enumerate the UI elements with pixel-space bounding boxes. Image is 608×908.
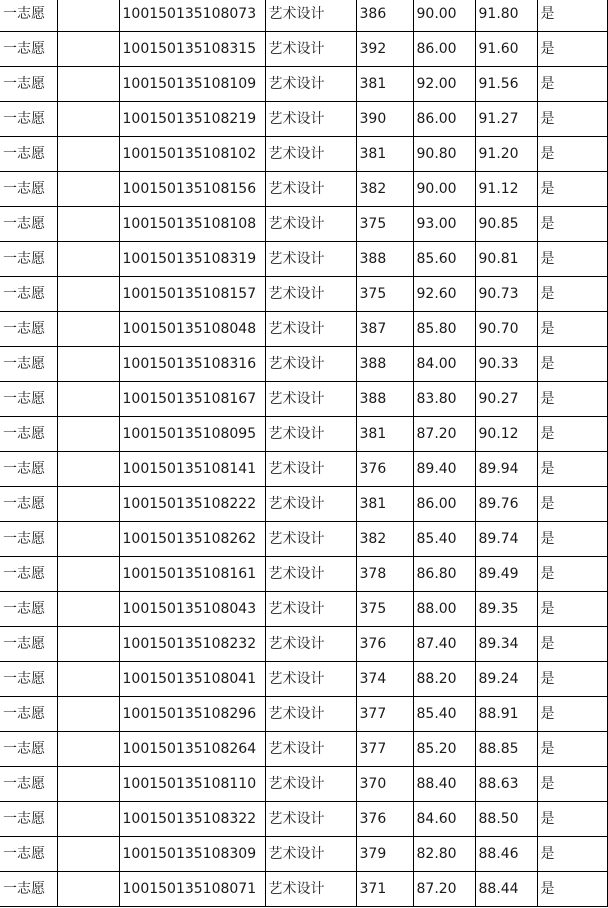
admitted-cell: 是 (537, 417, 607, 452)
blank-cell (57, 32, 119, 67)
initial-score-cell: 375 (356, 277, 413, 312)
table-row (0, 522, 607, 557)
table-row (0, 802, 607, 837)
exam-id-cell: 100150135108232 (119, 627, 265, 662)
admitted-cell: 是 (537, 347, 607, 382)
blank-cell (57, 137, 119, 172)
retest-score-cell: 84.60 (413, 802, 475, 837)
blank-cell (57, 102, 119, 137)
admitted-cell: 是 (537, 767, 607, 802)
wish-cell: 一志愿 (0, 557, 57, 592)
blank-cell (57, 242, 119, 277)
initial-score-cell: 388 (356, 382, 413, 417)
table-row (0, 207, 607, 242)
wish-cell: 一志愿 (0, 592, 57, 627)
admitted-cell: 是 (537, 137, 607, 172)
blank-cell (57, 312, 119, 347)
wish-cell: 一志愿 (0, 487, 57, 522)
blank-cell (57, 277, 119, 312)
admitted-cell: 是 (537, 487, 607, 522)
blank-cell (57, 802, 119, 837)
initial-score-cell: 376 (356, 627, 413, 662)
blank-cell (57, 872, 119, 907)
admitted-cell: 是 (537, 557, 607, 592)
exam-id-cell: 100150135108043 (119, 592, 265, 627)
total-score-cell: 88.63 (475, 767, 537, 802)
initial-score-cell: 388 (356, 347, 413, 382)
exam-id-cell: 100150135108108 (119, 207, 265, 242)
wish-cell: 一志愿 (0, 627, 57, 662)
admitted-cell: 是 (537, 522, 607, 557)
wish-cell: 一志愿 (0, 242, 57, 277)
retest-score-cell: 87.20 (413, 872, 475, 907)
exam-id-cell: 100150135108041 (119, 662, 265, 697)
exam-id-cell: 100150135108161 (119, 557, 265, 592)
exam-id-cell: 100150135108156 (119, 172, 265, 207)
initial-score-cell: 392 (356, 32, 413, 67)
admitted-cell: 是 (537, 312, 607, 347)
admitted-cell: 是 (537, 627, 607, 662)
total-score-cell: 89.94 (475, 452, 537, 487)
table-row (0, 872, 607, 907)
wish-cell: 一志愿 (0, 662, 57, 697)
exam-id-cell: 100150135108309 (119, 837, 265, 872)
exam-id-cell: 100150135108262 (119, 522, 265, 557)
admitted-cell: 是 (537, 67, 607, 102)
exam-id-cell: 100150135108322 (119, 802, 265, 837)
table-row (0, 627, 607, 662)
initial-score-cell: 387 (356, 312, 413, 347)
major-cell: 艺术设计 (265, 452, 356, 487)
retest-score-cell: 90.00 (413, 172, 475, 207)
blank-cell (57, 417, 119, 452)
exam-id-cell: 100150135108109 (119, 67, 265, 102)
exam-id-cell: 100150135108319 (119, 242, 265, 277)
wish-cell: 一志愿 (0, 872, 57, 907)
initial-score-cell: 381 (356, 487, 413, 522)
total-score-cell: 89.34 (475, 627, 537, 662)
table-row (0, 102, 607, 137)
blank-cell (57, 697, 119, 732)
exam-id-cell: 100150135108157 (119, 277, 265, 312)
total-score-cell: 90.33 (475, 347, 537, 382)
major-cell: 艺术设计 (265, 312, 356, 347)
admitted-cell: 是 (537, 662, 607, 697)
table-row (0, 312, 607, 347)
initial-score-cell: 370 (356, 767, 413, 802)
major-cell: 艺术设计 (265, 557, 356, 592)
total-score-cell: 88.50 (475, 802, 537, 837)
blank-cell (57, 592, 119, 627)
major-cell: 艺术设计 (265, 767, 356, 802)
table-row (0, 137, 607, 172)
retest-score-cell: 86.00 (413, 32, 475, 67)
initial-score-cell: 388 (356, 242, 413, 277)
admitted-cell: 是 (537, 382, 607, 417)
total-score-cell: 88.44 (475, 872, 537, 907)
admitted-cell: 是 (537, 837, 607, 872)
total-score-cell: 89.35 (475, 592, 537, 627)
wish-cell: 一志愿 (0, 102, 57, 137)
initial-score-cell: 375 (356, 207, 413, 242)
major-cell: 艺术设计 (265, 487, 356, 522)
blank-cell (57, 557, 119, 592)
retest-score-cell: 92.00 (413, 67, 475, 102)
exam-id-cell: 100150135108048 (119, 312, 265, 347)
exam-id-cell: 100150135108264 (119, 732, 265, 767)
wish-cell: 一志愿 (0, 732, 57, 767)
total-score-cell: 90.12 (475, 417, 537, 452)
wish-cell: 一志愿 (0, 697, 57, 732)
major-cell: 艺术设计 (265, 382, 356, 417)
admitted-cell: 是 (537, 0, 607, 32)
initial-score-cell: 378 (356, 557, 413, 592)
retest-score-cell: 82.80 (413, 837, 475, 872)
exam-id-cell: 100150135108315 (119, 32, 265, 67)
blank-cell (57, 837, 119, 872)
admitted-cell: 是 (537, 32, 607, 67)
retest-score-cell: 90.80 (413, 137, 475, 172)
major-cell: 艺术设计 (265, 0, 356, 32)
wish-cell: 一志愿 (0, 172, 57, 207)
initial-score-cell: 375 (356, 592, 413, 627)
major-cell: 艺术设计 (265, 242, 356, 277)
total-score-cell: 91.27 (475, 102, 537, 137)
table-row (0, 347, 607, 382)
retest-score-cell: 93.00 (413, 207, 475, 242)
total-score-cell: 89.24 (475, 662, 537, 697)
table-row (0, 662, 607, 697)
total-score-cell: 91.12 (475, 172, 537, 207)
total-score-cell: 90.85 (475, 207, 537, 242)
initial-score-cell: 381 (356, 417, 413, 452)
table-row (0, 242, 607, 277)
exam-id-cell: 100150135108219 (119, 102, 265, 137)
major-cell: 艺术设计 (265, 732, 356, 767)
retest-score-cell: 88.40 (413, 767, 475, 802)
admitted-cell: 是 (537, 802, 607, 837)
retest-score-cell: 85.40 (413, 522, 475, 557)
admitted-cell: 是 (537, 277, 607, 312)
table-row (0, 557, 607, 592)
major-cell: 艺术设计 (265, 67, 356, 102)
table-row (0, 67, 607, 102)
initial-score-cell: 377 (356, 697, 413, 732)
wish-cell: 一志愿 (0, 207, 57, 242)
blank-cell (57, 67, 119, 102)
retest-score-cell: 88.20 (413, 662, 475, 697)
total-score-cell: 90.73 (475, 277, 537, 312)
wish-cell: 一志愿 (0, 67, 57, 102)
initial-score-cell: 381 (356, 137, 413, 172)
admitted-cell: 是 (537, 172, 607, 207)
table-row (0, 32, 607, 67)
admitted-cell: 是 (537, 452, 607, 487)
blank-cell (57, 172, 119, 207)
major-cell: 艺术设计 (265, 172, 356, 207)
major-cell: 艺术设计 (265, 697, 356, 732)
table-row (0, 382, 607, 417)
table-row (0, 417, 607, 452)
initial-score-cell: 377 (356, 732, 413, 767)
table-row (0, 697, 607, 732)
major-cell: 艺术设计 (265, 102, 356, 137)
major-cell: 艺术设计 (265, 592, 356, 627)
total-score-cell: 90.27 (475, 382, 537, 417)
exam-id-cell: 100150135108316 (119, 347, 265, 382)
exam-id-cell: 100150135108095 (119, 417, 265, 452)
major-cell: 艺术设计 (265, 802, 356, 837)
major-cell: 艺术设计 (265, 277, 356, 312)
total-score-cell: 90.81 (475, 242, 537, 277)
major-cell: 艺术设计 (265, 137, 356, 172)
wish-cell: 一志愿 (0, 0, 57, 32)
wish-cell: 一志愿 (0, 137, 57, 172)
blank-cell (57, 662, 119, 697)
wish-cell: 一志愿 (0, 277, 57, 312)
retest-score-cell: 92.60 (413, 277, 475, 312)
initial-score-cell: 376 (356, 452, 413, 487)
wish-cell: 一志愿 (0, 767, 57, 802)
exam-id-cell: 100150135108296 (119, 697, 265, 732)
wish-cell: 一志愿 (0, 347, 57, 382)
major-cell: 艺术设计 (265, 662, 356, 697)
exam-id-cell: 100150135108073 (119, 0, 265, 32)
initial-score-cell: 382 (356, 522, 413, 557)
initial-score-cell: 371 (356, 872, 413, 907)
blank-cell (57, 487, 119, 522)
retest-score-cell: 85.40 (413, 697, 475, 732)
total-score-cell: 88.46 (475, 837, 537, 872)
major-cell: 艺术设计 (265, 417, 356, 452)
major-cell: 艺术设计 (265, 32, 356, 67)
wish-cell: 一志愿 (0, 382, 57, 417)
admitted-cell: 是 (537, 697, 607, 732)
table-row (0, 452, 607, 487)
retest-score-cell: 87.20 (413, 417, 475, 452)
blank-cell (57, 0, 119, 32)
blank-cell (57, 627, 119, 662)
total-score-cell: 89.76 (475, 487, 537, 522)
exam-id-cell: 100150135108141 (119, 452, 265, 487)
initial-score-cell: 381 (356, 67, 413, 102)
admitted-cell: 是 (537, 242, 607, 277)
wish-cell: 一志愿 (0, 452, 57, 487)
total-score-cell: 89.74 (475, 522, 537, 557)
major-cell: 艺术设计 (265, 872, 356, 907)
initial-score-cell: 390 (356, 102, 413, 137)
wish-cell: 一志愿 (0, 837, 57, 872)
blank-cell (57, 452, 119, 487)
exam-id-cell: 100150135108222 (119, 487, 265, 522)
retest-score-cell: 87.40 (413, 627, 475, 662)
blank-cell (57, 767, 119, 802)
admitted-cell: 是 (537, 592, 607, 627)
total-score-cell: 91.60 (475, 32, 537, 67)
admitted-cell: 是 (537, 872, 607, 907)
table-row (0, 732, 607, 767)
retest-score-cell: 88.00 (413, 592, 475, 627)
exam-id-cell: 100150135108102 (119, 137, 265, 172)
table-row (0, 837, 607, 872)
table-row (0, 0, 607, 32)
initial-score-cell: 386 (356, 0, 413, 32)
admitted-cell: 是 (537, 732, 607, 767)
retest-score-cell: 89.40 (413, 452, 475, 487)
blank-cell (57, 522, 119, 557)
retest-score-cell: 85.60 (413, 242, 475, 277)
admitted-cell: 是 (537, 102, 607, 137)
retest-score-cell: 85.20 (413, 732, 475, 767)
major-cell: 艺术设计 (265, 207, 356, 242)
wish-cell: 一志愿 (0, 312, 57, 347)
total-score-cell: 88.85 (475, 732, 537, 767)
total-score-cell: 91.20 (475, 137, 537, 172)
retest-score-cell: 85.80 (413, 312, 475, 347)
blank-cell (57, 382, 119, 417)
major-cell: 艺术设计 (265, 522, 356, 557)
table-row (0, 592, 607, 627)
retest-score-cell: 84.00 (413, 347, 475, 382)
exam-id-cell: 100150135108167 (119, 382, 265, 417)
wish-cell: 一志愿 (0, 417, 57, 452)
total-score-cell: 89.49 (475, 557, 537, 592)
major-cell: 艺术设计 (265, 347, 356, 382)
blank-cell (57, 732, 119, 767)
blank-cell (57, 347, 119, 382)
initial-score-cell: 382 (356, 172, 413, 207)
total-score-cell: 91.56 (475, 67, 537, 102)
retest-score-cell: 86.00 (413, 487, 475, 522)
retest-score-cell: 90.00 (413, 0, 475, 32)
blank-cell (57, 207, 119, 242)
wish-cell: 一志愿 (0, 802, 57, 837)
retest-score-cell: 86.00 (413, 102, 475, 137)
table-row (0, 487, 607, 522)
retest-score-cell: 86.80 (413, 557, 475, 592)
major-cell: 艺术设计 (265, 627, 356, 662)
exam-id-cell: 100150135108110 (119, 767, 265, 802)
table-row (0, 172, 607, 207)
exam-id-cell: 100150135108071 (119, 872, 265, 907)
total-score-cell: 90.70 (475, 312, 537, 347)
initial-score-cell: 376 (356, 802, 413, 837)
total-score-cell: 91.80 (475, 0, 537, 32)
initial-score-cell: 379 (356, 837, 413, 872)
initial-score-cell: 374 (356, 662, 413, 697)
retest-score-cell: 83.80 (413, 382, 475, 417)
major-cell: 艺术设计 (265, 837, 356, 872)
total-score-cell: 88.91 (475, 697, 537, 732)
wish-cell: 一志愿 (0, 32, 57, 67)
wish-cell: 一志愿 (0, 522, 57, 557)
table-row (0, 767, 607, 802)
table-row (0, 277, 607, 312)
admitted-cell: 是 (537, 207, 607, 242)
